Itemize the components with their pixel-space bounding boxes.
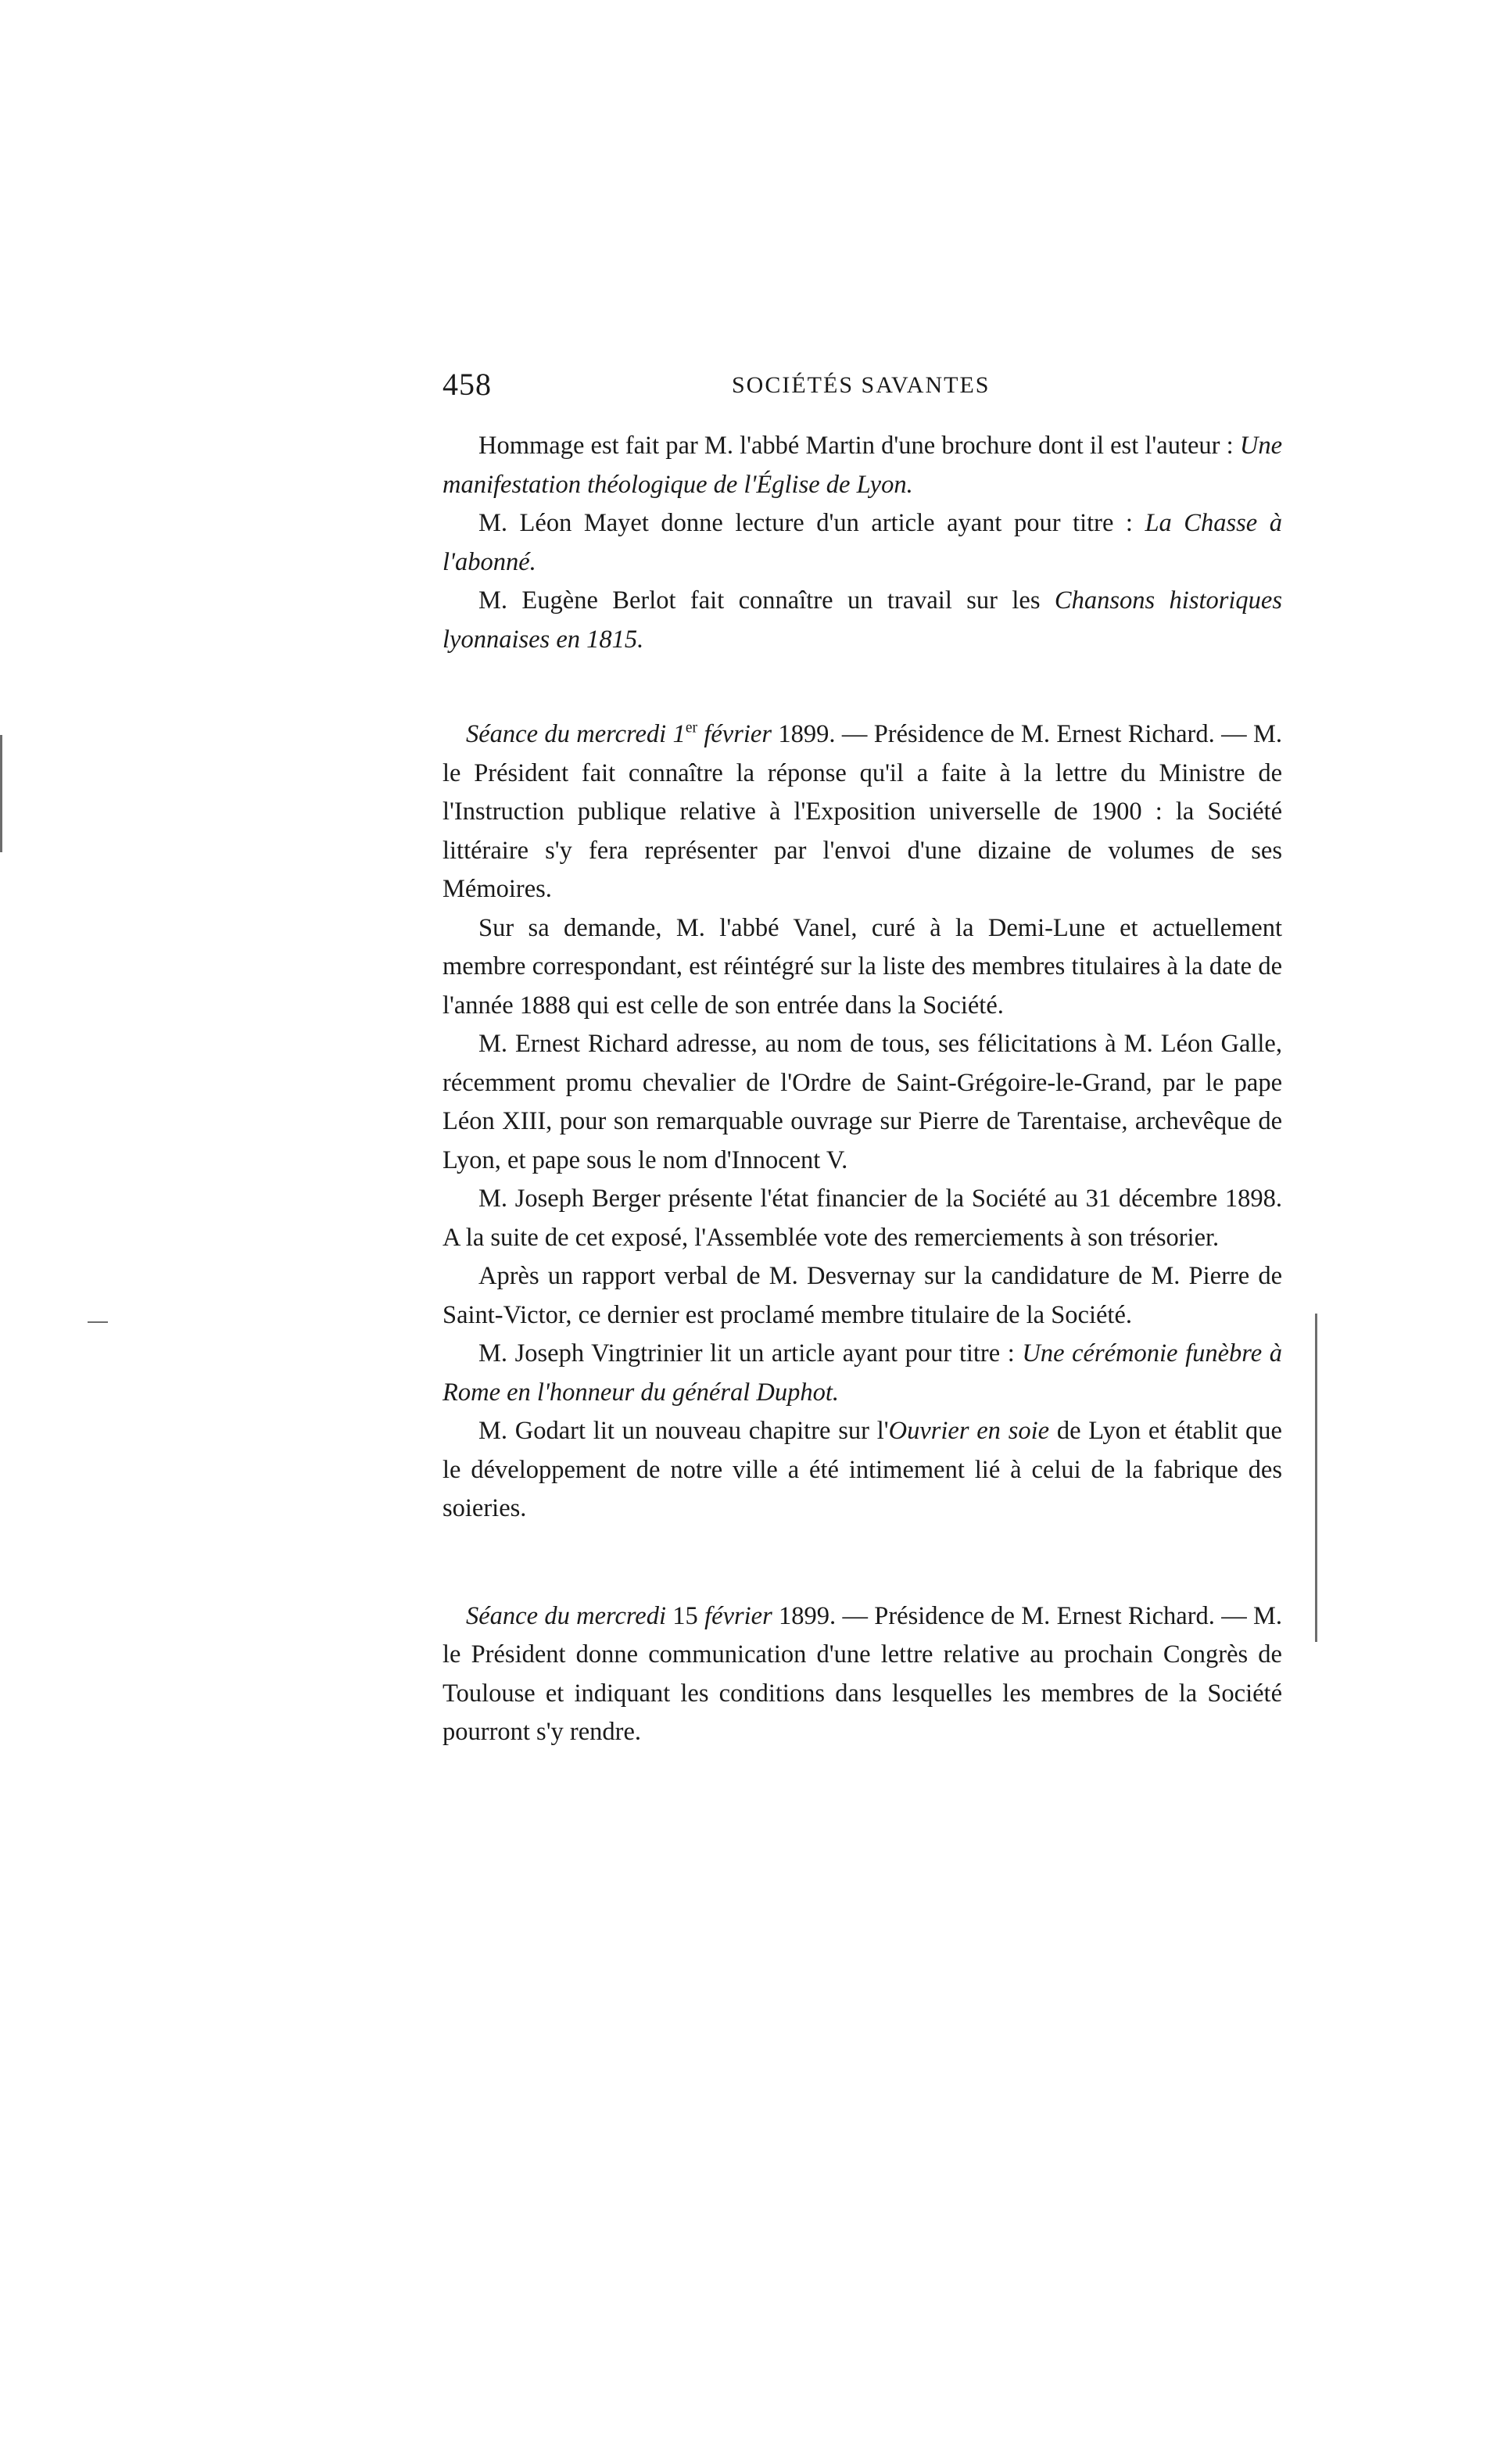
running-title: SOCIÉTÉS SAVANTES	[732, 372, 991, 398]
paragraph-hommage	[442, 427, 1282, 504]
work-title: La Chasse à l'abonné.	[442, 509, 1282, 576]
paragraph-text: M. Godart lit un nouveau chapitre sur l'	[478, 1417, 889, 1445]
paragraph-text: Hommage est fait par M. l'abbé Martin d'une brochure dont il est l'auteur :	[478, 432, 1240, 460]
work-title: Une manifestation théologique de l'Église de Lyon.	[442, 432, 1282, 499]
work-title: Ouvrier en soie	[888, 1417, 1050, 1445]
paragraph-vanel: Sur sa demande, M. l'abbé Vanel, curé à la Demi-Lune et actuellement membre correspondant, est réintégré sur la liste des membres titulaires à la date de l'année 1888 qui est celle de son entrée dans la Société.	[442, 913, 1282, 1020]
seance-month: février	[697, 720, 772, 748]
paragraph-galle: M. Ernest Richard adresse, au nom de tous, ses félicitations à M. Léon Galle, récemment promu chevalier de l'Ordre de Saint-Grégoire-le-Grand, par le pape Léon XIII, pour son remarquable ouvrage sur Pierre de Tarentaise, archevêque de Lyon, et pape sous le nom d'Innocent V.	[442, 1030, 1282, 1174]
paragraph-desvernay: Après un rapport verbal de M. Desvernay sur la candidature de M. Pierre de Saint-Victor, ce dernier est proclamé membre titulaire de la Société.	[442, 1262, 1282, 1329]
scan-margin-mark	[0, 735, 2, 852]
seance-15-fevrier	[442, 1597, 1282, 1752]
page-number: 458	[442, 367, 492, 402]
paragraph-text: 1899. — Présidence de M. Ernest Richard. — M. le Président donne communication d'une lettre relative au prochain Congrès de Toulouse et indiquant les conditions dans lesquelles les membres de la Société pourront s'y rendre.	[442, 1601, 1283, 1746]
paragraph-text: M. Eugène Berlot fait connaître un travail sur les	[478, 586, 1055, 615]
paragraph-text: M. Joseph Vingtrinier lit un article ayant pour titre :	[478, 1339, 1023, 1368]
paragraph-text: M. Léon Mayet donne lecture d'un article ayant pour titre :	[478, 509, 1145, 537]
paragraph-vingtrinier	[442, 1335, 1282, 1412]
seance-heading: Séance du mercredi 1	[466, 720, 686, 748]
scan-margin-mark	[88, 1321, 108, 1323]
paragraph-mayet	[442, 504, 1282, 582]
scan-margin-mark	[1315, 1314, 1317, 1642]
work-title: Chansons historiques lyonnaises en 1815.	[442, 586, 1282, 654]
paragraph-godart	[442, 1412, 1282, 1529]
seance-heading: Séance du mercredi	[466, 1601, 667, 1630]
paragraph-berger: M. Joseph Berger présente l'état financier de la Société au 31 décembre 1898. A la suite de cet exposé, l'Assemblée vote des remerciements à son trésorier.	[442, 1185, 1282, 1252]
paragraph-text: de Lyon et établit que le développement de notre ville a été intimement lié à celui de la fabrique des soieries.	[442, 1417, 1282, 1522]
seance-month: février	[704, 1601, 772, 1630]
seance-date: 15	[666, 1601, 705, 1630]
paragraph-berlot	[442, 582, 1282, 659]
body-text	[442, 427, 1282, 1752]
work-title: Une cérémonie funèbre à Rome en l'honneur du général Duphot.	[442, 1339, 1282, 1407]
running-head	[442, 366, 1282, 413]
paragraph-text: 1899. — Présidence de M. Ernest Richard. — M. le Président fait connaître la réponse qu'il a faite à la lettre du Ministre de l'Instruction publique relative à l'Exposition universelle de 1900 : la Société littéraire s'y fera représenter par l'envoi d'une dizaine de volumes de ses Mémoires.	[442, 720, 1283, 903]
seance-1-fevrier	[442, 715, 1282, 909]
ordinal-suffix: er	[685, 719, 697, 737]
